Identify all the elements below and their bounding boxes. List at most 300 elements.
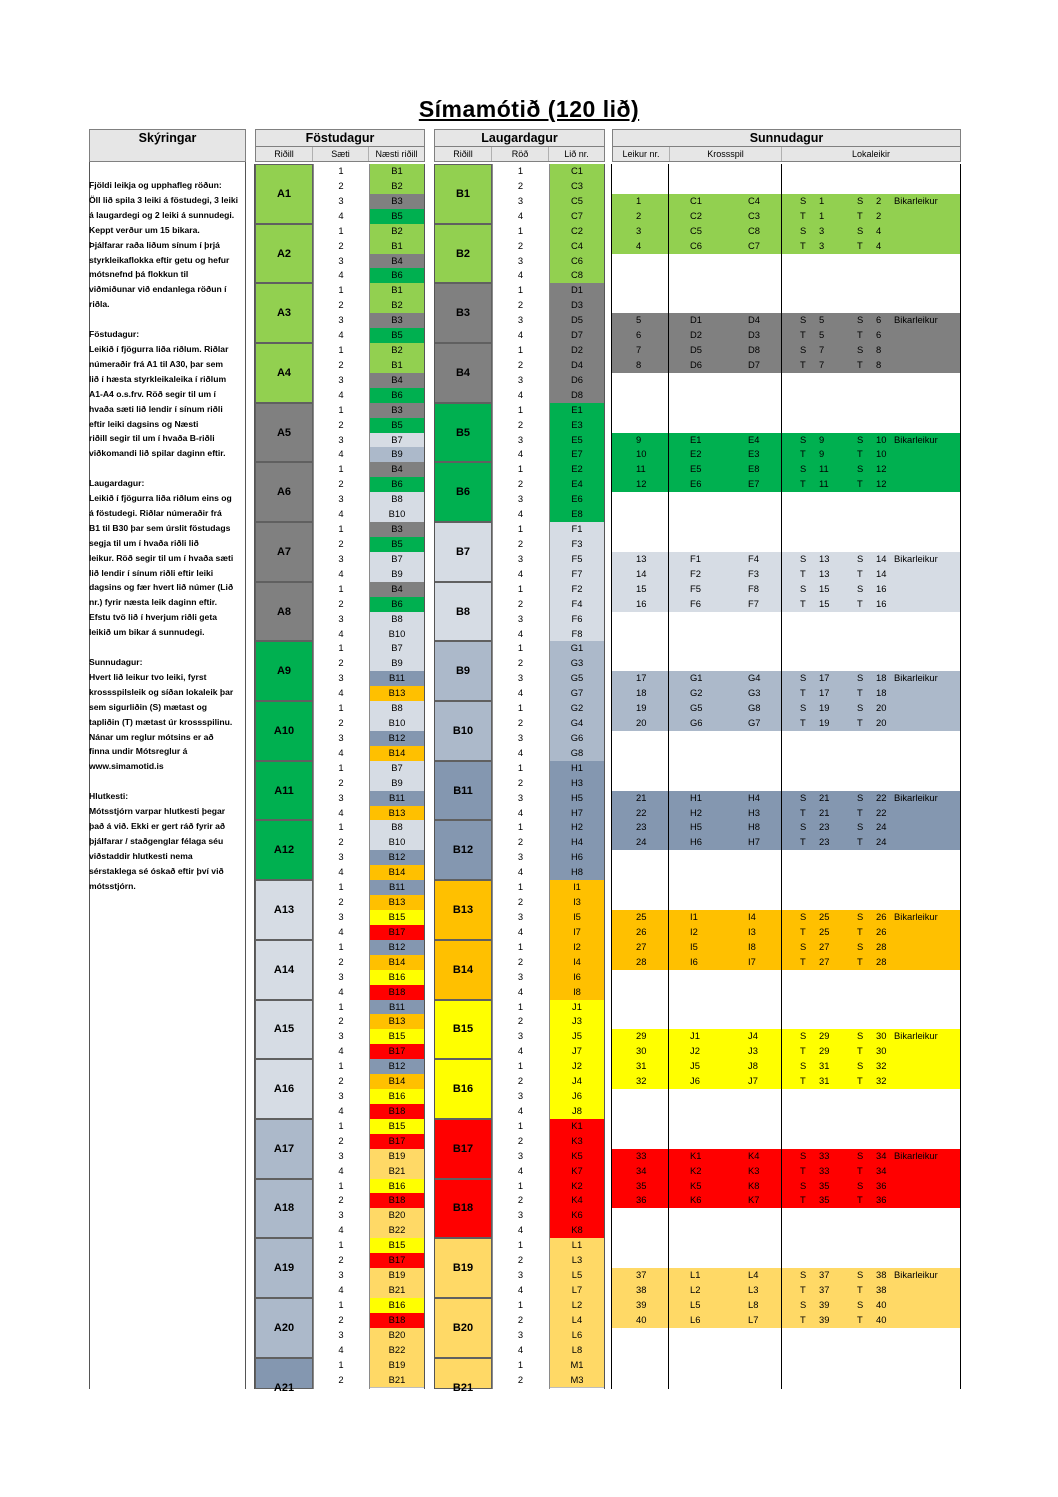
saturday-order: 1 — [517, 1119, 524, 1131]
friday-seat: 1 — [338, 463, 344, 475]
col-header-group: Riðill — [256, 147, 313, 161]
friday-next-group: B13 — [388, 806, 406, 818]
saturday-group-label: B18 — [452, 1202, 474, 1215]
saturday-team-number: H4 — [571, 836, 583, 848]
page-title: Símamótið (120 lið) — [418, 96, 640, 122]
saturday-order: 3 — [517, 1269, 524, 1281]
sunday-final-side-b: S — [857, 1030, 864, 1042]
friday-next-group: B6 — [391, 478, 403, 490]
sunday-right-line — [960, 164, 961, 1389]
friday-next-group: B17 — [388, 1045, 406, 1057]
saturday-team-number: D6 — [571, 373, 583, 385]
sunday-game-number: 13 — [636, 552, 647, 564]
saturday-order: 4 — [517, 1343, 524, 1355]
friday-seat: 3 — [338, 314, 344, 326]
saturday-team-number: J1 — [572, 1000, 582, 1012]
friday-next-group: B17 — [388, 1134, 406, 1146]
sunday-cross-team-b: J4 — [748, 1030, 758, 1042]
legend-heading: Skýringar — [89, 129, 246, 162]
saturday-order: 3 — [517, 672, 524, 684]
saturday-order: 2 — [517, 836, 524, 848]
friday-next-group: B14 — [388, 746, 406, 758]
sunday-final-side-a: S — [800, 463, 807, 475]
saturday-group-B7 — [434, 522, 492, 582]
sunday-final-num-a: 11 — [819, 463, 829, 475]
sunday-cross-team-a: J2 — [690, 1045, 700, 1057]
sunday-final-num-a: 25 — [819, 911, 830, 922]
friday-seat: 1 — [338, 1358, 344, 1370]
friday-seat: 2 — [338, 896, 344, 908]
friday-next-group: B7 — [391, 761, 403, 773]
friday-next-group: B15 — [388, 911, 406, 922]
friday-group-label: A18 — [273, 1202, 295, 1215]
sunday-final-side-a: T — [800, 717, 806, 729]
sunday-final-num-a: 23 — [819, 836, 830, 848]
friday-seat: 2 — [338, 1313, 344, 1325]
saturday-team-number: H3 — [571, 776, 583, 788]
sunday-cross-team-b: G4 — [748, 672, 761, 684]
saturday-order: 3 — [517, 433, 524, 445]
friday-group-A16 — [255, 1059, 313, 1119]
friday-seat: 3 — [338, 1328, 344, 1340]
saturday-group-B17 — [434, 1119, 492, 1179]
saturday-order: 4 — [517, 1045, 524, 1057]
saturday-team-number: E3 — [571, 418, 583, 430]
saturday-group-B12 — [434, 820, 492, 880]
saturday-order: 2 — [517, 597, 524, 609]
saturday-team-number: C8 — [571, 269, 583, 281]
sunday-final-side-b: T — [857, 1075, 863, 1087]
friday-seat: 4 — [338, 627, 344, 639]
sunday-cross-team-a: C5 — [690, 224, 702, 236]
sunday-final-num-a: 31 — [819, 1075, 830, 1087]
sunday-final-num-b: 36 — [876, 1179, 887, 1191]
sunday-cross-team-b: G8 — [748, 702, 761, 714]
friday-next-group: B9 — [391, 776, 403, 788]
friday-seat: 1 — [338, 344, 344, 356]
sunday-game-number: 37 — [636, 1269, 647, 1281]
saturday-team-number: C1 — [571, 165, 583, 176]
saturday-group-B2 — [434, 224, 492, 284]
sunday-game-number: 19 — [636, 702, 647, 714]
saturday-order: 3 — [517, 731, 524, 743]
sunday-cross-team-b: L4 — [748, 1269, 759, 1281]
saturday-team-number: K6 — [571, 1209, 583, 1221]
sunday-cross-team-b: H7 — [748, 836, 760, 848]
sunday-final-side-b: S — [857, 582, 864, 594]
saturday-team-number: G3 — [570, 657, 584, 669]
friday-next-group: B19 — [388, 1149, 406, 1161]
sunday-final-num-b: 6 — [876, 314, 882, 326]
saturday-team-number: D7 — [571, 329, 583, 341]
saturday-order: 1 — [517, 1060, 524, 1072]
friday-seat: 2 — [338, 657, 344, 669]
sunday-cross-team-b: E4 — [748, 433, 760, 445]
saturday-order: 1 — [517, 1179, 524, 1191]
saturday-order: 4 — [517, 687, 524, 699]
friday-next-group: B12 — [388, 731, 406, 743]
sunday-final-side-b: S — [857, 911, 864, 922]
saturday-group-B4 — [434, 343, 492, 403]
friday-next-left-line — [369, 164, 370, 1389]
sunday-cross-team-a: H2 — [690, 806, 702, 818]
sunday-cross-team-a: H1 — [690, 791, 702, 803]
friday-right-line — [424, 164, 425, 1389]
friday-next-group: B16 — [388, 1298, 406, 1310]
saturday-team-number: G6 — [570, 731, 584, 743]
saturday-group-B10 — [434, 701, 492, 761]
friday-group-A19 — [255, 1238, 313, 1298]
saturday-team-number: I8 — [573, 985, 581, 997]
friday-group-A1 — [255, 164, 313, 224]
saturday-order: 4 — [517, 985, 524, 997]
sunday-final-num-a: 19 — [819, 717, 830, 729]
friday-group-A20 — [255, 1298, 313, 1358]
saturday-order: 4 — [517, 388, 524, 400]
friday-next-group: B9 — [391, 448, 403, 460]
friday-next-group: B13 — [388, 687, 406, 699]
saturday-left-line — [434, 164, 435, 1389]
friday-seat: 1 — [338, 881, 344, 893]
sunday-cross-team-a: C2 — [690, 209, 702, 221]
sunday-final-num-b: 4 — [876, 224, 882, 236]
saturday-team-number: C6 — [571, 254, 583, 266]
saturday-team-number: D4 — [571, 358, 583, 370]
friday-next-group: B1 — [391, 239, 403, 251]
saturday-team-number: C4 — [571, 239, 583, 251]
saturday-group-label: B19 — [452, 1262, 474, 1275]
saturday-order: 1 — [517, 403, 524, 415]
saturday-team-number: F8 — [571, 627, 583, 639]
col-header-team-number: Lið nr. — [564, 149, 589, 159]
friday-next-group: B12 — [388, 940, 406, 952]
saturday-order: 4 — [517, 627, 524, 639]
sunday-final-side-b: S — [857, 224, 864, 236]
sunday-final-num-a: 17 — [819, 672, 830, 684]
sunday-game-number: 17 — [636, 672, 647, 684]
saturday-order: 3 — [517, 1149, 524, 1161]
sunday-game-number: 36 — [636, 1194, 647, 1206]
friday-seat: 1 — [338, 702, 344, 714]
saturday-team-number: L4 — [571, 1313, 583, 1325]
friday-group-A2 — [255, 224, 313, 284]
saturday-group-label: B2 — [455, 247, 471, 260]
saturday-team-number: L7 — [571, 1284, 583, 1295]
sunday-final-side-a: T — [800, 1045, 806, 1057]
saturday-team-number: E6 — [571, 493, 583, 505]
friday-group-label: A19 — [273, 1262, 295, 1275]
friday-seat: 3 — [338, 433, 344, 445]
friday-next-group: B7 — [391, 552, 403, 564]
friday-seat: 3 — [338, 1269, 344, 1281]
sunday-cup-game: Bikarleikur — [894, 552, 938, 564]
sunday-cross-team-b: K3 — [748, 1164, 760, 1176]
saturday-team-number: F3 — [571, 538, 583, 549]
sunday-final-num-a: 1 — [819, 194, 825, 206]
friday-next-group: B11 — [389, 881, 405, 893]
sunday-cross-team-b: G7 — [748, 717, 761, 729]
saturday-order: 1 — [517, 940, 524, 952]
sunday-final-num-a: 23 — [819, 821, 830, 833]
sunday-final-num-a: 29 — [819, 1045, 830, 1057]
friday-next-group: B3 — [391, 194, 403, 206]
friday-next-group: B8 — [391, 493, 403, 505]
sunday-final-num-b: 38 — [876, 1269, 887, 1281]
friday-next-group: B4 — [391, 373, 403, 385]
sunday-cross-team-a: K5 — [690, 1179, 702, 1191]
friday-next-group: B2 — [391, 299, 403, 311]
saturday-order: 3 — [517, 373, 524, 385]
sunday-cross-team-a: G5 — [690, 702, 703, 714]
saturday-team-number: L5 — [571, 1269, 583, 1281]
friday-group-A15 — [255, 1000, 313, 1060]
sunday-final-num-b: 30 — [876, 1045, 887, 1057]
saturday-order: 4 — [517, 806, 524, 818]
sunday-final-num-b: 6 — [876, 329, 882, 341]
friday-next-group: B2 — [391, 224, 403, 236]
sunday-final-side-a: T — [800, 358, 806, 370]
saturday-group-label: B7 — [455, 545, 471, 558]
sunday-final-side-a: S — [800, 552, 807, 564]
sunday-final-num-a: 15 — [819, 597, 830, 609]
sunday-cross-team-b: I7 — [748, 955, 756, 967]
sunday-final-side-b: S — [857, 1149, 864, 1161]
sunday-cross-team-a: H5 — [690, 821, 702, 833]
friday-next-group: B10 — [388, 508, 406, 520]
friday-seat: 1 — [338, 165, 344, 176]
saturday-team-number: H8 — [571, 866, 583, 878]
friday-seat: 2 — [338, 1254, 344, 1266]
saturday-group-label: B9 — [455, 665, 471, 678]
friday-next-group: B6 — [391, 269, 403, 281]
sunday-cross-team-b: H4 — [748, 791, 760, 803]
sunday-final-num-b: 20 — [876, 717, 887, 729]
friday-seat: 1 — [338, 1000, 344, 1012]
saturday-order: 4 — [517, 1164, 524, 1176]
friday-seat: 1 — [338, 1119, 344, 1131]
friday-next-group: B8 — [391, 702, 403, 714]
sunday-final-side-a: T — [800, 925, 806, 937]
sunday-final-num-b: 28 — [876, 940, 887, 952]
sunday-final-num-b: 12 — [876, 463, 887, 475]
sunday-final-side-b: S — [857, 344, 864, 356]
sunday-cross-team-b: E3 — [748, 448, 760, 460]
friday-seat: 3 — [338, 672, 344, 684]
friday-next-group: B18 — [388, 985, 406, 997]
sunday-game-number: 4 — [636, 239, 642, 251]
sunday-final-num-a: 13 — [819, 567, 830, 579]
saturday-team-number: E5 — [571, 433, 583, 445]
saturday-group-B19 — [434, 1238, 492, 1298]
sunday-game-number: 11 — [636, 463, 646, 475]
friday-seat: 4 — [338, 269, 344, 281]
saturday-group-label: B4 — [455, 366, 471, 379]
saturday-group-label: B15 — [452, 1023, 474, 1036]
sunday-final-side-b: T — [857, 448, 863, 460]
sunday-game-number: 34 — [636, 1164, 647, 1176]
friday-next-group: B9 — [391, 657, 403, 669]
sunday-final-num-a: 9 — [819, 433, 825, 445]
saturday-group-B3 — [434, 283, 492, 343]
friday-next-group: B6 — [391, 388, 403, 400]
saturday-order: 1 — [517, 1358, 524, 1370]
sunday-game-number: 2 — [636, 209, 642, 221]
friday-next-group: B7 — [391, 433, 403, 445]
sunday-final-num-a: 7 — [819, 344, 825, 356]
friday-group-label: A13 — [273, 903, 295, 916]
friday-group-A12 — [255, 820, 313, 880]
saturday-team-number: H2 — [571, 821, 583, 833]
friday-seat: 3 — [338, 1209, 344, 1221]
sunday-cross-team-b: C8 — [748, 224, 760, 236]
sunday-final-num-b: 34 — [876, 1164, 887, 1176]
saturday-team-number: F6 — [571, 612, 583, 624]
saturday-order: 4 — [517, 925, 524, 937]
sunday-game-number: 3 — [636, 224, 642, 236]
friday-next-group: B15 — [388, 1030, 406, 1042]
friday-seat: 2 — [338, 1015, 344, 1027]
saturday-order: 2 — [517, 955, 524, 967]
sunday-final-num-b: 4 — [876, 239, 882, 251]
sunday-cross-team-a: F5 — [690, 582, 701, 594]
saturday-order: 2 — [517, 538, 524, 549]
sunday-cross-team-a: I1 — [690, 911, 698, 922]
sunday-cross-team-a: D5 — [690, 344, 702, 356]
sunday-cross-team-a: K6 — [690, 1194, 702, 1206]
saturday-order: 2 — [517, 1373, 524, 1385]
saturday-team-number: J7 — [572, 1045, 582, 1057]
friday-seat: 4 — [338, 567, 344, 579]
sunday-final-side-b: S — [857, 194, 864, 206]
sunday-final-left-line — [781, 164, 782, 1389]
sunday-game-number: 1 — [636, 194, 642, 206]
saturday-order: 1 — [517, 224, 524, 236]
sunday-final-num-b: 18 — [876, 672, 887, 684]
friday-group-label: A9 — [276, 665, 292, 678]
saturday-order: 4 — [517, 329, 524, 341]
sunday-cup-game: Bikarleikur — [894, 791, 938, 803]
sunday-final-side-a: S — [800, 672, 807, 684]
friday-seat: 3 — [338, 493, 344, 505]
saturday-group-label: B21 — [452, 1382, 474, 1395]
sunday-game-number: 15 — [636, 582, 647, 594]
friday-next-group: B6 — [391, 597, 403, 609]
saturday-team-number: J4 — [572, 1075, 582, 1087]
sunday-final-num-b: 8 — [876, 344, 882, 356]
friday-seat: 4 — [338, 508, 344, 520]
sunday-final-num-a: 37 — [819, 1284, 830, 1295]
friday-next-group: B8 — [391, 821, 403, 833]
saturday-order: 3 — [517, 1090, 524, 1102]
sunday-game-number: 26 — [636, 925, 647, 937]
friday-seat: 4 — [338, 925, 344, 937]
sunday-final-num-b: 34 — [876, 1149, 887, 1161]
sunday-cross-team-b: K4 — [748, 1149, 760, 1161]
saturday-group-label: B13 — [452, 903, 474, 916]
sunday-heading: Sunnudagur — [612, 129, 961, 147]
saturday-team-number: M3 — [570, 1373, 584, 1385]
friday-seat: 1 — [338, 940, 344, 952]
sunday-cross-team-b: I4 — [748, 911, 756, 922]
friday-seat: 1 — [338, 284, 344, 296]
sunday-final-num-a: 33 — [819, 1164, 830, 1176]
sunday-cross-team-a: E1 — [690, 433, 702, 445]
friday-seat: 3 — [338, 791, 344, 803]
sunday-game-number: 20 — [636, 717, 647, 729]
sunday-final-side-a: S — [800, 791, 807, 803]
friday-group-label: A15 — [273, 1023, 295, 1036]
sunday-cross-team-a: D6 — [690, 358, 702, 370]
friday-seat: 4 — [338, 448, 344, 460]
sunday-final-num-b: 26 — [876, 925, 887, 937]
friday-seat: 4 — [338, 806, 344, 818]
friday-seat: 4 — [338, 1045, 344, 1057]
saturday-team-number: F4 — [571, 597, 583, 609]
sunday-final-side-b: T — [857, 955, 863, 967]
friday-next-group: B14 — [388, 1075, 406, 1087]
friday-group-A11 — [255, 761, 313, 821]
sunday-final-side-a: S — [800, 702, 807, 714]
sunday-final-num-a: 5 — [819, 329, 825, 341]
sunday-cross-team-a: J5 — [690, 1060, 700, 1072]
sunday-final-num-a: 17 — [819, 687, 830, 699]
saturday-team-number: G7 — [570, 687, 584, 699]
sunday-final-num-a: 27 — [819, 940, 830, 952]
friday-group-A6 — [255, 462, 313, 522]
sunday-cross-team-a: E6 — [690, 478, 702, 490]
sunday-game-number: 40 — [636, 1313, 647, 1325]
sunday-final-side-a: T — [800, 209, 806, 221]
sunday-cross-team-a: D2 — [690, 329, 702, 341]
sunday-final-num-a: 13 — [819, 552, 830, 564]
friday-next-group: B18 — [388, 1104, 406, 1116]
saturday-team-number: J6 — [572, 1090, 582, 1102]
sunday-final-side-a: T — [800, 1194, 806, 1206]
saturday-group-B14 — [434, 940, 492, 1000]
sunday-cross-team-a: E2 — [690, 448, 702, 460]
saturday-team-number: K3 — [571, 1134, 583, 1146]
sunday-final-num-b: 32 — [876, 1060, 887, 1072]
sunday-cross-team-a: F6 — [690, 597, 701, 609]
friday-seat: 2 — [338, 597, 344, 609]
sunday-final-side-b: T — [857, 597, 863, 609]
friday-seat: 1 — [338, 582, 344, 594]
saturday-team-number: I1 — [573, 881, 581, 893]
sunday-final-num-a: 1 — [819, 209, 825, 221]
saturday-team-number: I5 — [573, 911, 581, 922]
friday-seat: 3 — [338, 254, 344, 266]
saturday-order: 2 — [517, 1313, 524, 1325]
friday-next-group: B20 — [388, 1328, 406, 1340]
saturday-order: 1 — [517, 642, 524, 654]
friday-next-group: B10 — [388, 717, 406, 729]
sunday-final-num-b: 30 — [876, 1030, 887, 1042]
friday-group-label: A8 — [276, 605, 292, 618]
saturday-order: 3 — [517, 791, 524, 803]
saturday-order: 2 — [517, 478, 524, 490]
saturday-order: 2 — [517, 179, 524, 191]
sunday-final-side-a: S — [800, 821, 807, 833]
sunday-game-number: 12 — [636, 478, 647, 490]
friday-group-A4 — [255, 343, 313, 403]
friday-seat: 4 — [338, 1104, 344, 1116]
sunday-cross-team-a: K2 — [690, 1164, 702, 1176]
saturday-order: 4 — [517, 269, 524, 281]
friday-seat: 2 — [338, 478, 344, 490]
sunday-final-num-b: 16 — [876, 597, 887, 609]
sunday-cross-team-b: D8 — [748, 344, 760, 356]
saturday-group-B1 — [434, 164, 492, 224]
